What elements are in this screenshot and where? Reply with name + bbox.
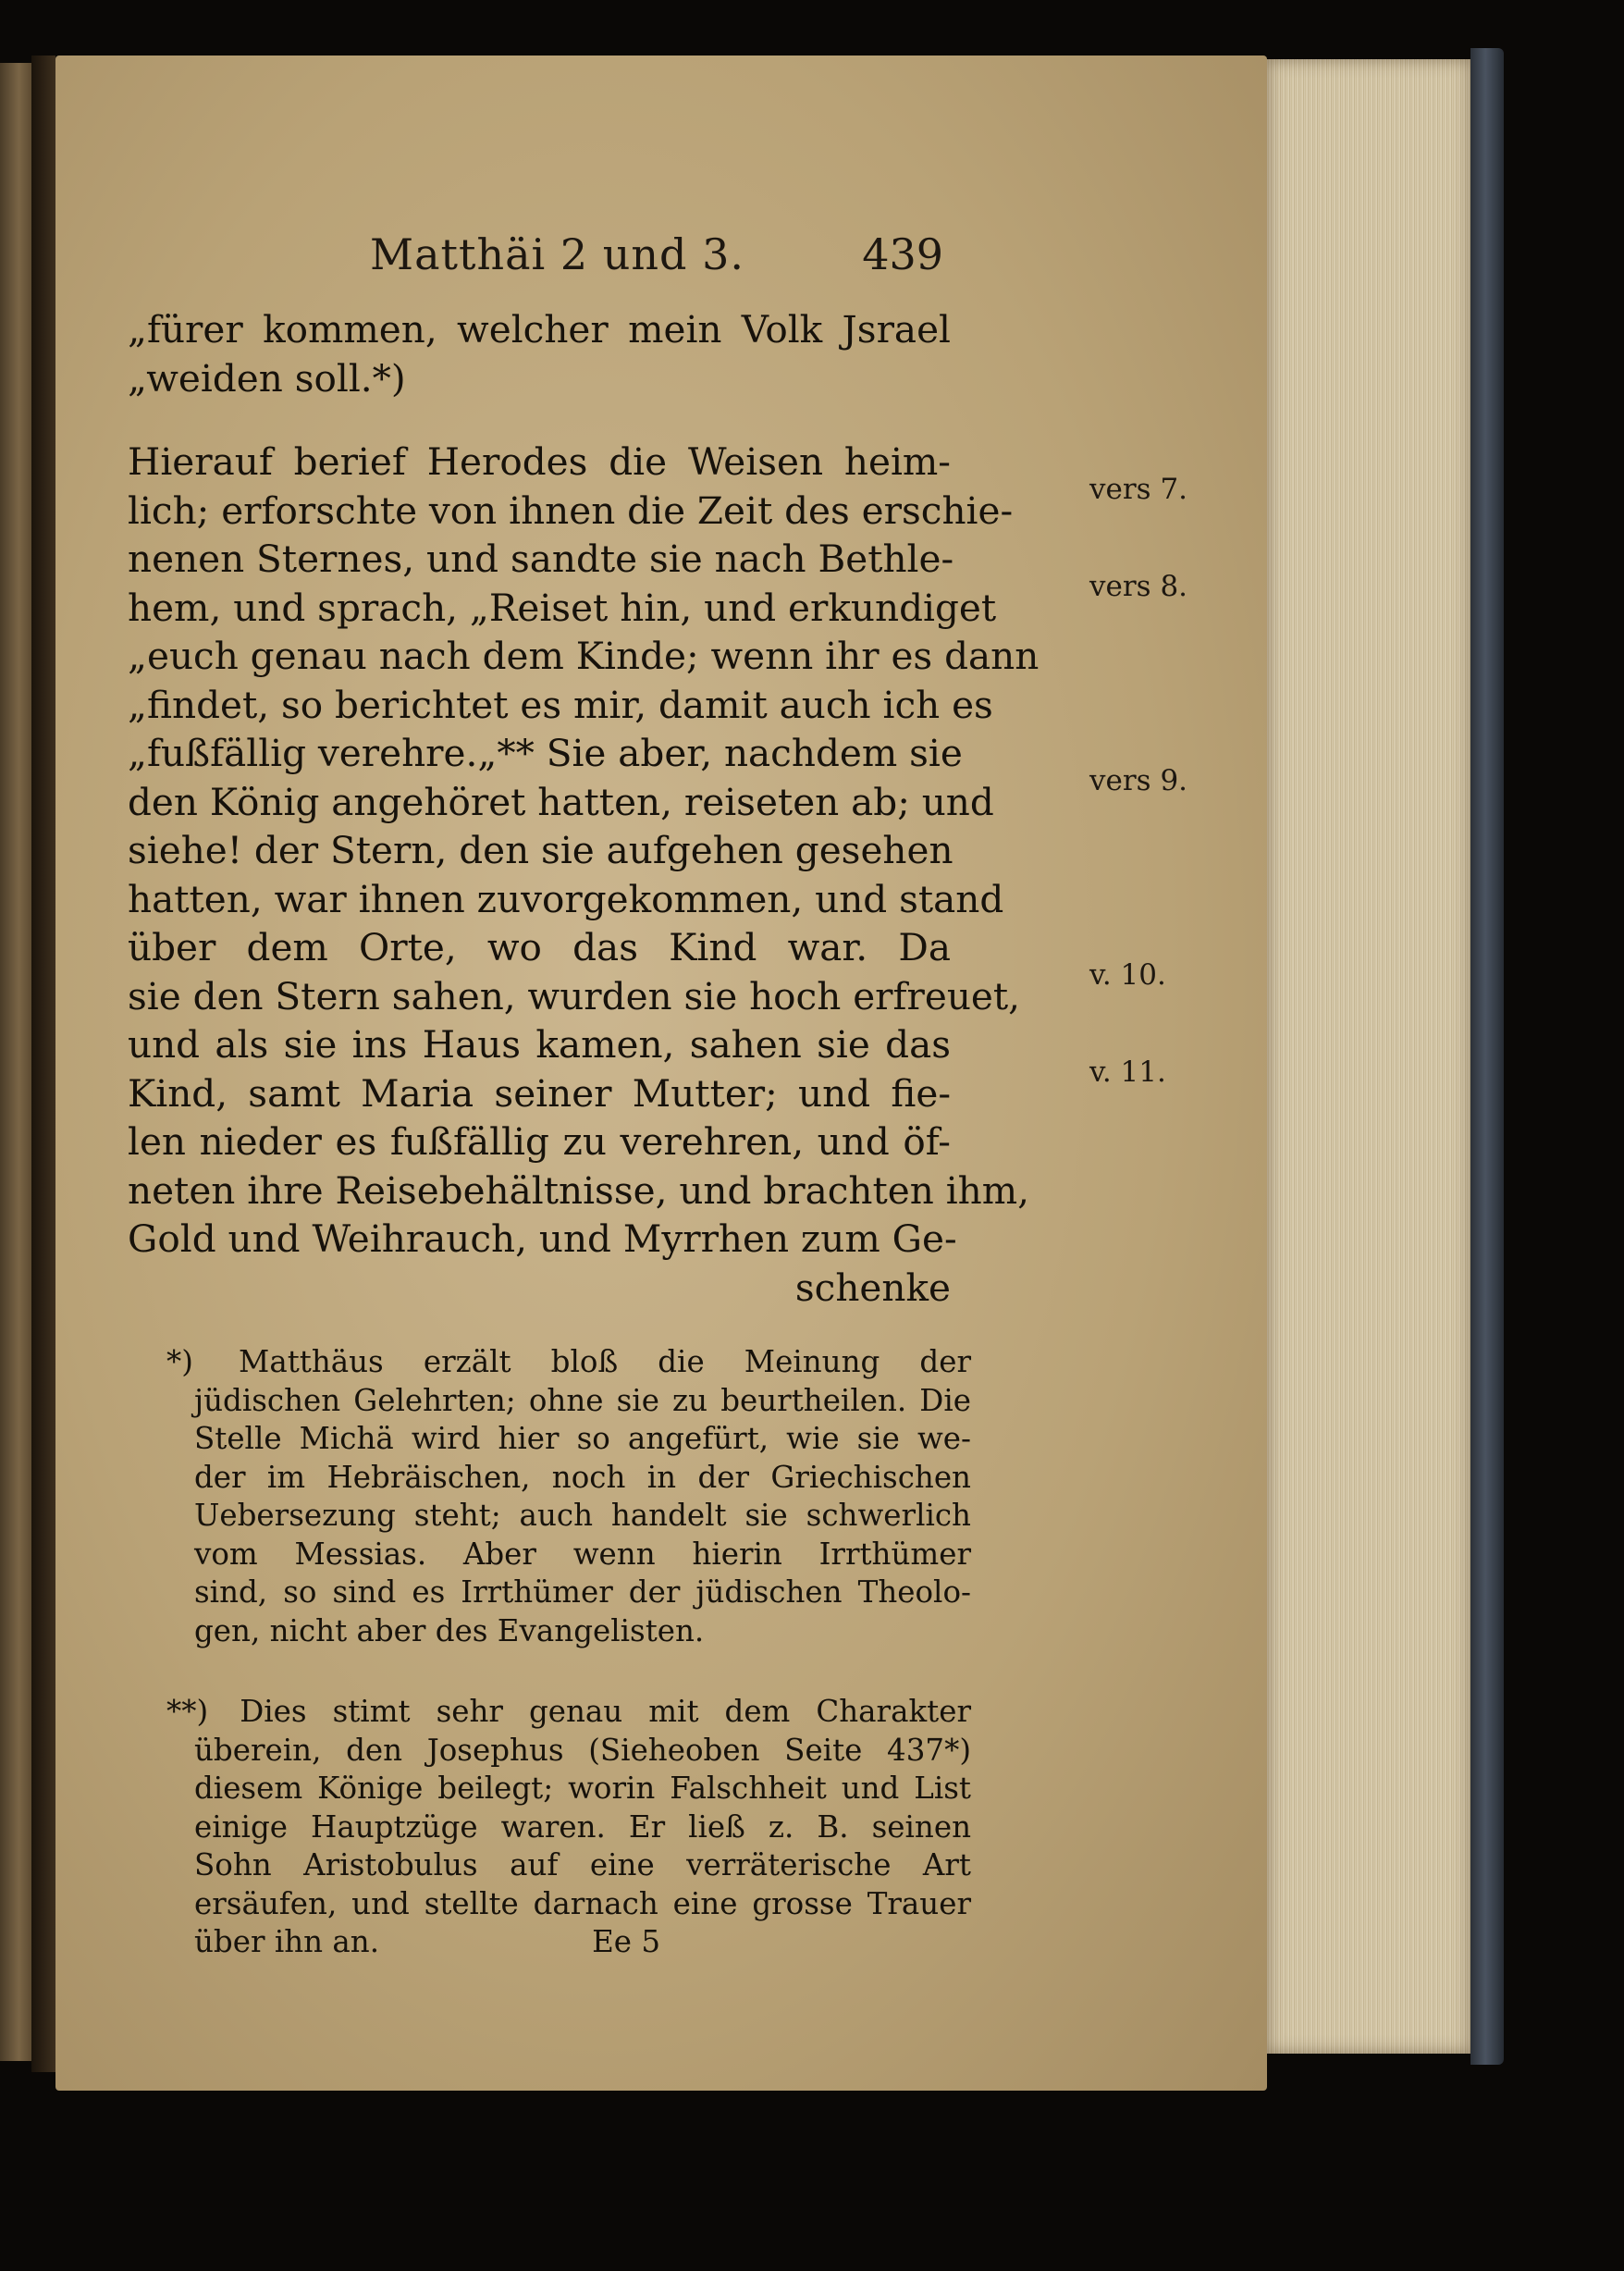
- footnote-line: sind, so sind es Irrthümer der jüdischen Theolo-: [194, 1574, 971, 1610]
- margin-ref: vers 7.: [1089, 473, 1188, 506]
- text-line: len nieder es fußfällig zu verehren, und öf-: [128, 1119, 951, 1164]
- running-head: Matthäi 2 und 3.: [370, 229, 744, 279]
- footnote-line: einige Hauptzüge waren. Er ließ z. B. seinen: [194, 1808, 971, 1845]
- book-cover: [1470, 48, 1504, 2065]
- previous-page-edge: [0, 63, 31, 2061]
- footnote-line: der im Hebräischen, noch in der Griechischen: [194, 1459, 971, 1495]
- footnote-line: Stelle Michä wird hier so angefürt, wie sie we-: [194, 1421, 971, 1456]
- text-line: hatten, war ihnen zuvorgekommen, und stand: [128, 876, 1004, 921]
- text-line: nenen Sternes, und sandte sie nach Bethle-: [128, 537, 954, 581]
- text-line: Hierauf berief Herodes die Weisen heim-: [128, 439, 951, 484]
- footnote-line: Sohn Aristobulus auf eine verräterische Art: [194, 1847, 971, 1882]
- catchword: schenke: [794, 1265, 951, 1310]
- footnotes: [166, 1343, 971, 1962]
- text-line: und als sie ins Haus kamen, sahen sie das: [128, 1022, 951, 1067]
- margin-ref: v. 10.: [1089, 958, 1166, 992]
- page-edges: [1267, 59, 1470, 2054]
- signature-mark: Ee 5: [592, 1924, 661, 1959]
- footnote-line: Uebersezung steht; auch handelt sie schwerlich: [194, 1498, 971, 1533]
- footnote-line: überein, den Josephus (Sieheoben Seite 437*): [194, 1732, 971, 1768]
- text-line: sie den Stern sahen, wurden sie hoch erfreuet,: [128, 973, 1021, 1018]
- text-line: Kind, samt Maria seiner Mutter; und fie-: [128, 1070, 951, 1116]
- footnote-line: **) Dies stimt sehr genau mit dem Charakter: [166, 1694, 971, 1729]
- margin-ref: v. 11.: [1089, 1055, 1166, 1089]
- footnote-line: jüdischen Gelehrten; ohne sie zu beurtheilen. Die: [194, 1382, 971, 1418]
- footnote-1: [166, 1343, 971, 1650]
- text-line: lich; erforschte von ihnen die Zeit des erschie-: [128, 488, 1014, 533]
- text-line: „weiden soll.*): [128, 355, 406, 401]
- book-gutter: [31, 56, 55, 2072]
- footnote-line: über ihn an. Ee 5: [194, 1924, 661, 1959]
- footnote-line: diesem Könige beilegt; worin Falschheit und List: [194, 1771, 971, 1806]
- footnote-line: *) Matthäus erzält bloß die Meinung der: [166, 1344, 971, 1379]
- margin-ref: vers 9.: [1089, 764, 1188, 797]
- text-line: hem, und sprach, „Reiset hin, und erkundiget: [128, 585, 997, 630]
- text-line: „fußfällig verehre.„** Sie aber, nachdem sie: [128, 731, 963, 775]
- page-header: [370, 229, 943, 285]
- footnote-line: vom Messias. Aber wenn hierin Irrthümer: [194, 1536, 971, 1572]
- text-line: neten ihre Reisebehältnisse, und brachten ihm,: [128, 1167, 1030, 1213]
- text-line: den König angehöret hatten, reiseten ab; und: [128, 779, 994, 824]
- text-line: „fürer kommen, welcher mein Volk Jsrael: [128, 307, 951, 352]
- footnote-line: gen, nicht aber des Evangelisten.: [194, 1612, 705, 1648]
- text-line: „euch genau nach dem Kinde; wenn ihr es dann: [128, 634, 1040, 678]
- footnote-line: ersäufen, und stellte darnach eine grosse Trauer: [194, 1885, 971, 1921]
- footnote-mark: *): [166, 1344, 193, 1379]
- margin-ref: vers 8.: [1089, 570, 1188, 603]
- main-text: [128, 305, 1188, 1312]
- text-line: über dem Orte, wo das Kind war. Da: [128, 925, 951, 969]
- text-line: siehe! der Stern, den sie aufgehen gesehen: [128, 828, 953, 872]
- page-number: 439: [862, 229, 943, 279]
- text-line: „findet, so berichtet es mir, damit auch ich es: [128, 682, 993, 727]
- text-line: Gold und Weihrauch, und Myrrhen zum Ge-: [128, 1216, 957, 1261]
- footnote-2: [166, 1693, 971, 1962]
- footnote-mark: **): [166, 1694, 209, 1729]
